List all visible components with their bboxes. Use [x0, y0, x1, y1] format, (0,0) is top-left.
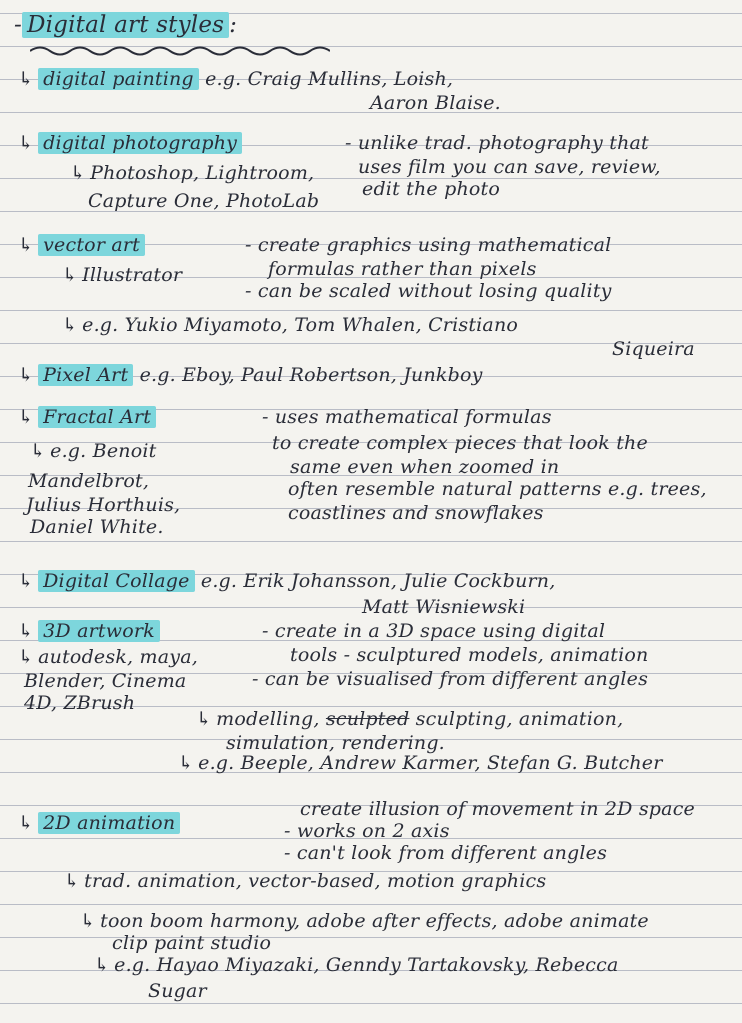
twod-desc-3: - can't look from different angles [284, 842, 608, 864]
pixel-examples: e.g. Eboy, Paul Robertson, Junkboy [139, 364, 483, 386]
threed-process-2: simulation, rendering. [226, 732, 445, 754]
pixel-heading-line [18, 364, 483, 386]
painting-examples: e.g. Craig Mullins, Loish, [205, 68, 454, 90]
fractal-desc-5: coastlines and snowflakes [288, 502, 544, 524]
vector-examples: ↳ e.g. Yukio Miyamoto, Tom Whalen, Cristiano [62, 314, 519, 336]
collage-examples-2: Matt Wisniewski [362, 596, 526, 618]
twod-examples: ↳ e.g. Hayao Miyazaki, Genndy Tartakovsky, Rebecca [94, 954, 619, 976]
crossed-out-word: sculpted [325, 708, 410, 730]
arrow-icon: ↳ [62, 264, 79, 286]
arrow-icon: ↳ [18, 570, 35, 592]
vector-label: vector art [38, 234, 145, 256]
fractal-desc-4: often resemble natural patterns e.g. trees, [288, 478, 707, 500]
painting-examples-2: Aaron Blaise. [370, 92, 501, 114]
twod-desc-1: create illusion of movement in 2D space [300, 798, 695, 820]
threed-examples: ↳ e.g. Beeple, Andrew Karmer, Stefan G. Butcher [178, 752, 663, 774]
page-title [14, 14, 237, 36]
collage-heading-line [18, 570, 555, 592]
twod-desc-2: - works on 2 axis [284, 820, 450, 842]
photography-label: digital photography [38, 132, 242, 154]
collage-examples: e.g. Erik Johansson, Julie Cockburn, [200, 570, 556, 592]
arrow-icon: ↳ [18, 620, 35, 642]
arrow-icon: ↳ [18, 234, 35, 256]
arrow-icon: ↳ [18, 364, 35, 386]
twod-examples-2: Sugar [148, 980, 207, 1002]
photography-tools-2: Capture One, PhotoLab [88, 190, 320, 212]
threed-desc-2: tools - sculptured models, animation [290, 644, 649, 666]
fractal-example-2: Mandelbrot, [28, 470, 150, 492]
arrow-icon: ↳ [18, 646, 35, 668]
painting-heading-line [18, 68, 453, 90]
arrow-icon: ↳ [18, 406, 35, 428]
threed-label: 3D artwork [38, 620, 160, 642]
arrow-icon: ↳ [18, 132, 35, 154]
fractal-desc-2: to create complex pieces that look the [272, 432, 648, 454]
threed-desc-3: - can be visualised from different angles [252, 668, 649, 690]
threed-tools-1: ↳ autodesk, maya, [18, 646, 198, 668]
arrow-icon: ↳ [80, 910, 97, 932]
twod-heading-line [18, 812, 180, 834]
photography-desc-3: edit the photo [362, 178, 501, 200]
vector-desc-1: - create graphics using mathematical [245, 234, 612, 256]
collage-label: Digital Collage [38, 570, 195, 592]
vector-heading-line [18, 234, 145, 256]
threed-tools-2: Blender, Cinema [24, 670, 187, 692]
vector-desc-3: - can be scaled without losing quality [245, 280, 612, 302]
pixel-label: Pixel Art [38, 364, 133, 386]
fractal-example-1: ↳ e.g. Benoit [30, 440, 157, 462]
fractal-desc-1: - uses mathematical formulas [262, 406, 552, 428]
fractal-label: Fractal Art [38, 406, 156, 428]
photography-desc-2: uses film you can save, review, [358, 156, 661, 178]
fractal-example-4: Daniel White. [30, 516, 164, 538]
threed-heading-line [18, 620, 160, 642]
painting-label: digital painting [38, 68, 199, 90]
title-underline-wave [30, 44, 330, 58]
twod-tools-1: ↳ toon boom harmony, adobe after effects, adobe animate [80, 910, 649, 932]
fractal-example-3: Julius Horthuis, [26, 494, 181, 516]
title-suffix: : [229, 12, 238, 38]
arrow-icon: ↳ [30, 440, 47, 462]
title-text: Digital art styles [22, 12, 229, 38]
fractal-desc-3: same even when zoomed in [290, 456, 560, 478]
photography-heading-line [18, 132, 242, 154]
arrow-icon: ↳ [178, 752, 195, 774]
threed-tools-3: 4D, ZBrush [24, 692, 136, 714]
arrow-icon: ↳ [62, 314, 79, 336]
arrow-icon: ↳ [64, 870, 81, 892]
threed-process: ↳ modelling, sculpted sculpting, animation, [196, 708, 624, 730]
arrow-icon: ↳ [196, 708, 213, 730]
threed-desc-1: - create in a 3D space using digital [262, 620, 606, 642]
arrow-icon: ↳ [70, 162, 87, 184]
vector-tool: ↳ Illustrator [62, 264, 183, 286]
twod-label: 2D animation [38, 812, 180, 834]
fractal-heading-line [18, 406, 156, 428]
vector-examples-2: Siqueira [612, 338, 695, 360]
arrow-icon: ↳ [94, 954, 111, 976]
photography-desc-1: - unlike trad. photography that [345, 132, 649, 154]
arrow-icon: ↳ [18, 812, 35, 834]
arrow-icon: ↳ [18, 68, 35, 90]
vector-desc-2: formulas rather than pixels [268, 258, 537, 280]
title-prefix: - [14, 12, 22, 38]
photography-tools-1: ↳ Photoshop, Lightroom, [70, 162, 315, 184]
twod-tools-2: clip paint studio [112, 932, 272, 954]
twod-types: ↳ trad. animation, vector-based, motion graphics [64, 870, 547, 892]
